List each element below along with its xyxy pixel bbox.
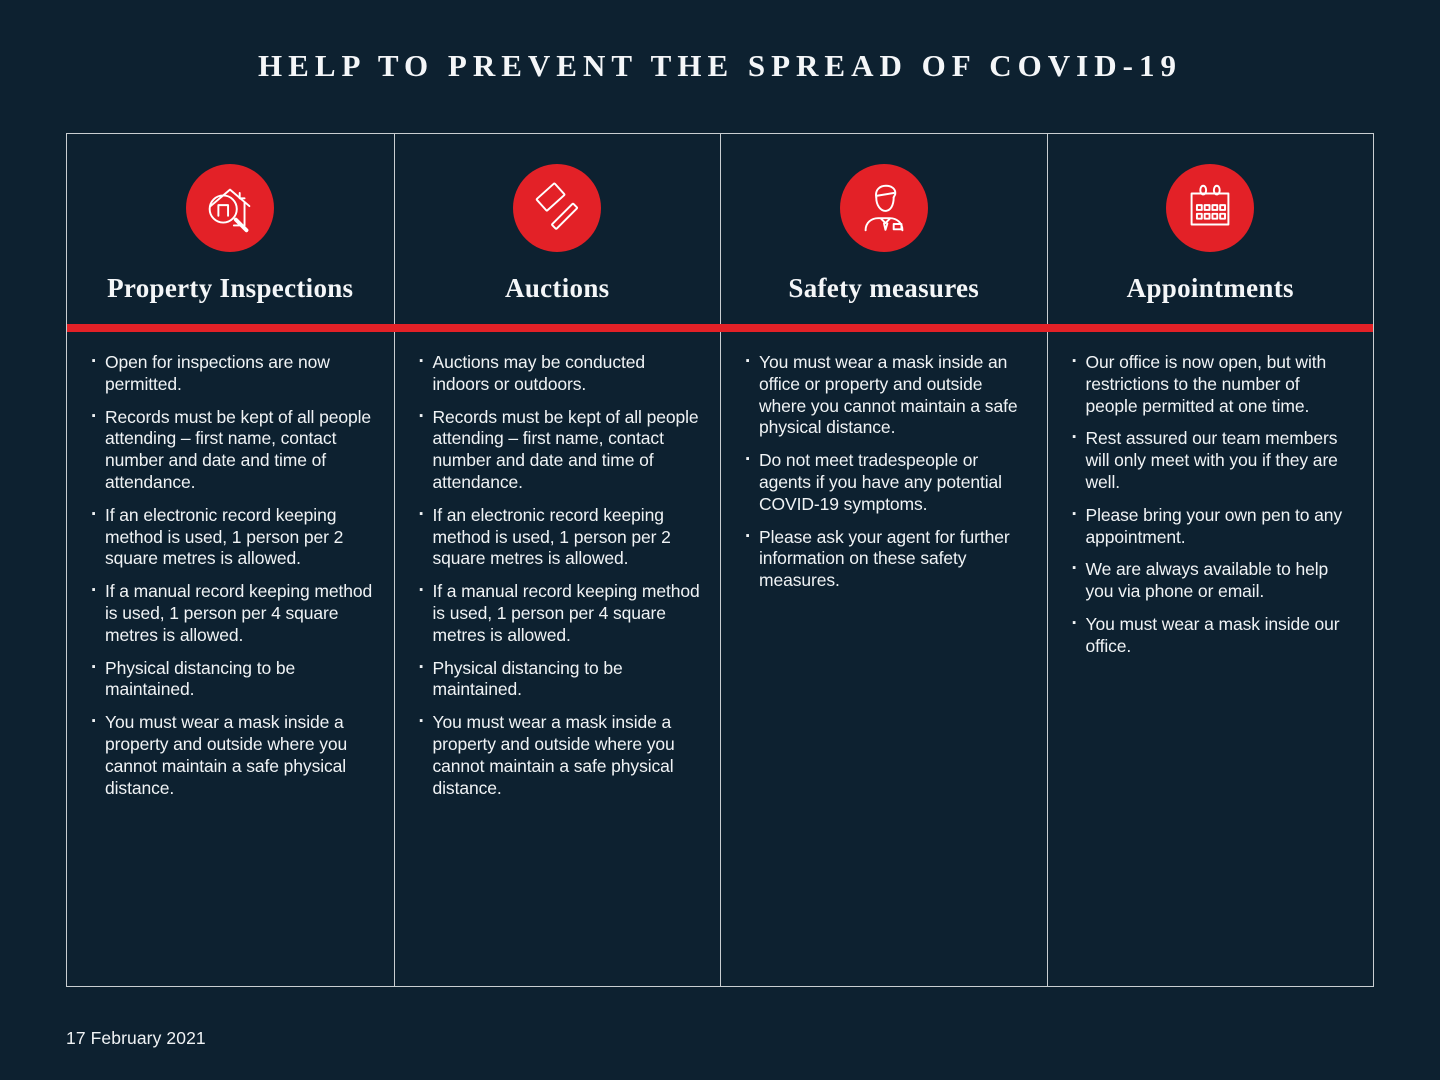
bullet-item: · Records must be kept of all people attending – first name, contact number and date and time of attendance. xyxy=(433,407,703,494)
bullet-item: · Open for inspections are now permitted. xyxy=(105,352,376,396)
column-title: Property Inspections xyxy=(107,273,354,303)
bullet-list xyxy=(401,352,715,799)
bullet-item: · If an electronic record keeping method is used, 1 person per 2 square metres is allowed. xyxy=(105,505,376,570)
bullet-item: · Do not meet tradespeople or agents if you have any potential COVID-19 symptoms. xyxy=(759,450,1029,515)
bullet-item: · Rest assured our team members will only meet with you if they are well. xyxy=(1086,428,1356,493)
column-title: Appointments xyxy=(1126,273,1294,303)
date-label: 17 February 2021 xyxy=(66,1028,206,1048)
bullet-list xyxy=(73,352,388,799)
bullet-item: · You must wear a mask inside an office or property and outside where you cannot maintain a safe physical distance. xyxy=(759,352,1029,439)
bullet-item: · You must wear a mask inside a property and outside where you cannot maintain a safe physical distance. xyxy=(433,712,703,799)
bullet-list xyxy=(1054,352,1368,658)
bullet-item: · We are always available to help you via phone or email. xyxy=(1086,559,1356,603)
bullet-item: · Please bring your own pen to any appointment. xyxy=(1086,505,1356,549)
bullet-item: · Auctions may be conducted indoors or outdoors. xyxy=(433,352,703,396)
bullet-item: · Our office is now open, but with restrictions to the number of people permitted at one time. xyxy=(1086,352,1356,417)
info-table xyxy=(66,133,1374,987)
bullet-item: · Physical distancing to be maintained. xyxy=(105,658,376,702)
column-title: Auctions xyxy=(505,273,610,303)
house-magnifier-icon xyxy=(186,164,274,252)
column-title: Safety measures xyxy=(788,273,980,303)
column-auctions xyxy=(394,134,721,986)
column-safety-measures xyxy=(720,134,1047,986)
calendar-icon xyxy=(1166,164,1254,252)
gavel-icon xyxy=(513,164,601,252)
bullet-item: · If a manual record keeping method is used, 1 person per 4 square metres is allowed. xyxy=(433,581,703,646)
bullet-item: · Physical distancing to be maintained. xyxy=(433,658,703,702)
bullet-item: · Please ask your agent for further information on these safety measures. xyxy=(759,527,1029,592)
bullet-item: · Records must be kept of all people attending – first name, contact number and date and time of attendance. xyxy=(105,407,376,494)
bullet-item: · If an electronic record keeping method is used, 1 person per 2 square metres is allowed. xyxy=(433,505,703,570)
column-property-inspections xyxy=(67,134,394,986)
bullet-list xyxy=(727,352,1041,592)
bullet-item: · You must wear a mask inside our office. xyxy=(1086,614,1356,658)
bullet-item: · You must wear a mask inside a property and outside where you cannot maintain a safe physical distance. xyxy=(105,712,376,799)
agent-person-icon xyxy=(840,164,928,252)
column-appointments xyxy=(1047,134,1374,986)
red-divider-bar xyxy=(67,324,1373,332)
page-title: HELP TO PREVENT THE SPREAD OF COVID-19 xyxy=(258,48,1182,83)
bullet-item: · If a manual record keeping method is used, 1 person per 4 square metres is allowed. xyxy=(105,581,376,646)
